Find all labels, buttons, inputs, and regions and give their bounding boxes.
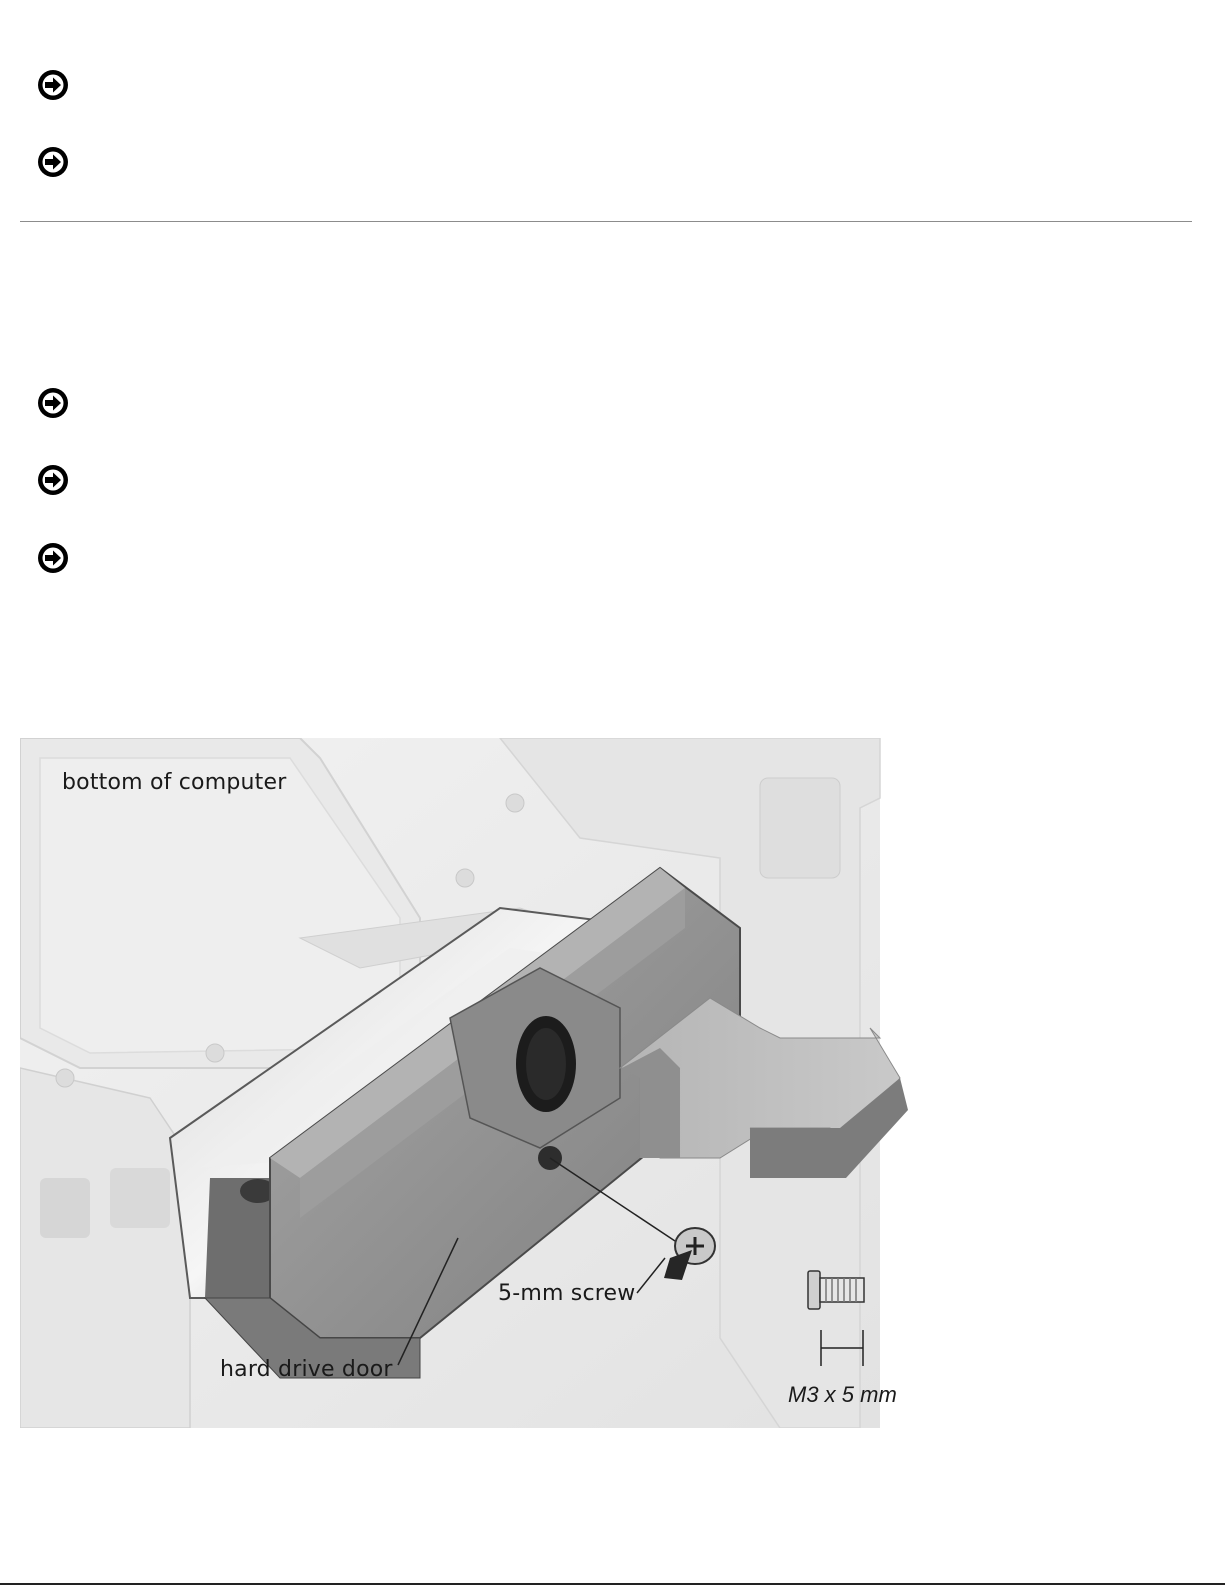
hard-drive-door-illustration: [20, 738, 920, 1428]
label-hard-drive-door: hard drive door: [220, 1357, 393, 1382]
notice-arrow-icon: [36, 145, 70, 179]
label-bottom-of-computer: bottom of computer: [62, 770, 287, 795]
notice-arrow-icon: [36, 463, 70, 497]
notice-arrow-icon: [36, 68, 70, 102]
label-5mm-screw: 5-mm screw: [498, 1281, 636, 1306]
label-screw-spec: M3 x 5 mm: [788, 1382, 897, 1407]
section-divider: [20, 221, 1192, 222]
notice-arrow-icon: [36, 541, 70, 575]
notice-arrow-icon: [36, 386, 70, 420]
